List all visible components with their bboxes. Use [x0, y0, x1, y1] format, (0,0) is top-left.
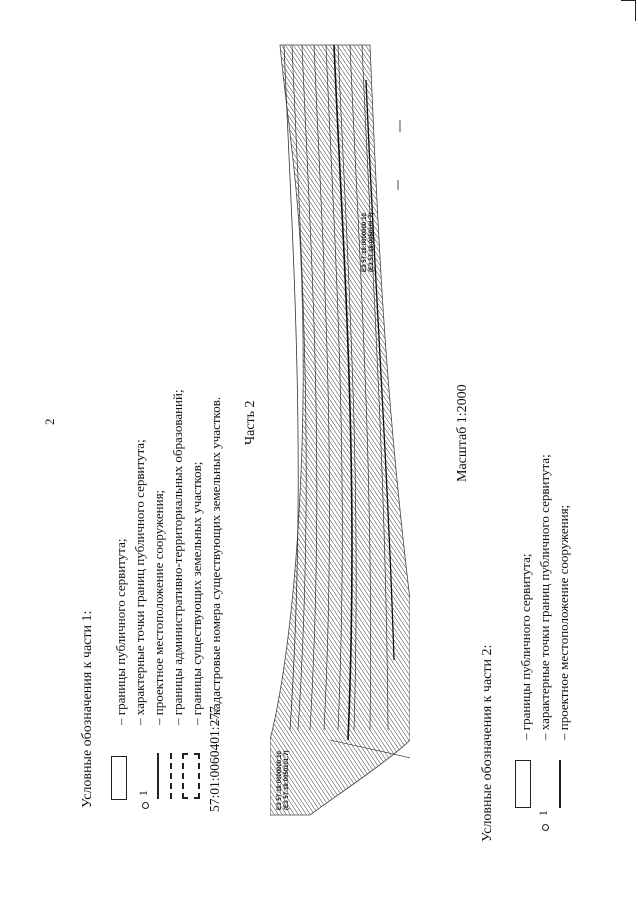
legend-cadastral-symbol: 57:01:0060401:277: [207, 706, 222, 812]
part1-legend-item-1: – границы публичного сервитута;: [113, 538, 128, 725]
survey-map: [270, 40, 410, 820]
legend2-servitude-boundary-symbol: [515, 760, 531, 808]
scale-label: Масштаб 1:2000: [455, 384, 470, 482]
part1-legend-item-6: – кадастровые номера существующих земельных участков.: [208, 396, 223, 725]
part2-legend-item-2: – характерные точки границ публичного сервитута;: [537, 454, 552, 740]
part1-legend-item-2: – характерные точки границ публичного сервитута;: [132, 439, 147, 725]
part1-legend-item-4: – границы административно-территориальных образований;: [170, 389, 185, 725]
legend2-point-label: 1: [538, 810, 550, 816]
map-label-right-2: (ЕЗ 57:18:0050101:7): [369, 212, 375, 272]
map-label-left-2: (ЕЗ 57:18:0050101:7): [284, 750, 290, 810]
part2-legend-item-1: – границы публичного сервитута;: [518, 553, 533, 740]
map-label-left: ЕЗ 57:18:0000000:10: [277, 751, 283, 810]
legend-point-label: 1: [138, 790, 150, 796]
page-number: 2: [42, 418, 57, 425]
map-label-right: ЕЗ 57:18:0000000:10: [362, 213, 368, 272]
legend-structure-symbol: [157, 753, 159, 799]
legend-parcel-boundary-symbol: [182, 753, 200, 799]
legend2-structure-symbol: [559, 760, 561, 808]
part1-legend-item-5: – границы существующих земельных участков;: [189, 461, 204, 725]
part2-legend-item-3: – проектное местоположение сооружения;: [556, 504, 571, 740]
part2-heading: Условные обозначения к части 2:: [480, 644, 495, 842]
part2-title: Часть 2: [243, 400, 258, 445]
legend-admin-boundary-symbol: [170, 753, 174, 799]
legend-servitude-boundary-symbol: [111, 756, 127, 800]
part1-heading: Условные обозначения к части 1:: [80, 610, 95, 808]
part1-legend-item-3: – проектное местоположение сооружения;: [151, 489, 166, 725]
corner-mark: [621, 0, 636, 21]
